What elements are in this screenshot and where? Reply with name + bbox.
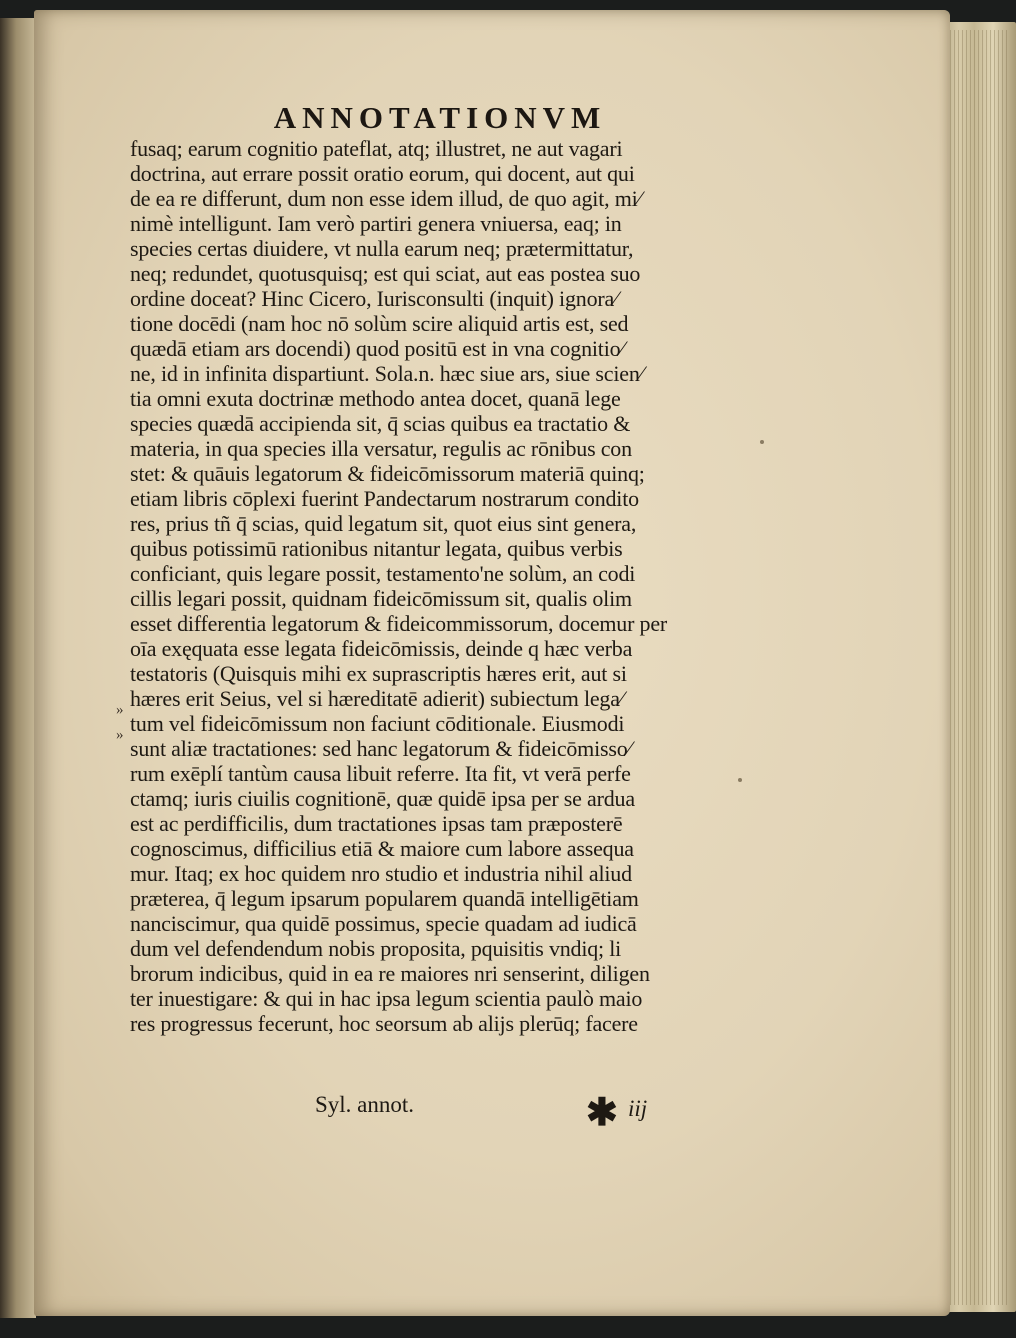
text-line: quædā etiam ars docendi) quod positū est in vna cognitio⁄	[130, 336, 624, 361]
signature-mark: Syl. annot.	[315, 1092, 415, 1117]
running-header: ANNOTATIONVM	[273, 100, 607, 135]
text-line: conficiant, quis legare possit, testamento'ne solùm, an codi	[130, 561, 636, 586]
text-line: species certas diuidere, vt nulla earum neq; prætermittatur,	[130, 236, 634, 261]
text-line: de ea re differunt, dum non esse idem illud, de quo agit, mi⁄	[130, 186, 641, 211]
previous-page-edge	[0, 18, 36, 1318]
text-line: fusaq; earum cognitio pateflat, atq; illustret, ne aut vagari	[130, 136, 623, 161]
text-line: hæres erit Seius, vel si hæreditatē adierit) subiectum lega⁄	[130, 686, 624, 711]
paper-speck	[760, 440, 764, 444]
text-line: res progressus fecerunt, hoc seorsum ab alijs plerūq; facere	[130, 1011, 638, 1036]
text-line: mur. Itaq; ex hoc quidem nro studio et industria nihil aliud	[130, 861, 632, 886]
text-line: species quædā accipienda sit, q̄ scias quibus ea tractatio &	[130, 411, 631, 436]
text-line: nimè intelligunt. Iam verò partiri genera vniuersa, eaq; in	[130, 211, 622, 236]
text-line: materia, in qua species illa versatur, regulis ac rōnibus con	[130, 436, 632, 461]
text-line: tia omni exuta doctrinæ methodo antea docet, quanā lege	[130, 386, 621, 411]
text-line: nanciscimur, qua quidē possimus, specie quadam ad iudicā	[130, 911, 637, 936]
margin-quote-mark: »	[116, 727, 124, 743]
body-text	[130, 136, 745, 1036]
text-line: præterea, q̄ legum ipsarum popularem quandā intelligētiam	[130, 886, 639, 911]
text-line: cillis legari possit, quidnam fideicōmissum sit, qualis olim	[130, 586, 632, 611]
text-line: sunt aliæ tractationes: sed hanc legatorum & fideicōmisso⁄	[130, 736, 632, 761]
asterisk-ornament: ✱	[586, 1092, 618, 1134]
page-number: iij	[628, 1096, 648, 1121]
text-line: tum vel fideicōmissum non faciunt cōditionale. Eiusmodi	[130, 711, 625, 736]
text-line: quibus potissimū rationibus nitantur legata, quibus verbis	[130, 536, 623, 561]
text-line: dum vel defendendum nobis proposita, pquisitis vndiq; li	[130, 936, 622, 961]
text-line: brorum indicibus, quid in ea re maiores nri senserint, diligen	[130, 961, 650, 986]
text-line: ordine doceat? Hinc Cicero, Iurisconsulti (inquit) ignora⁄	[130, 286, 618, 311]
text-line: oīa exęquata esse legata fideicōmissis, deinde q hæc verba	[130, 636, 633, 661]
text-line: rum exēplí tantùm causa libuit referre. Ita fit, vt verā perfe	[130, 761, 631, 786]
text-line: ne, id in infinita dispartiunt. Sola.n. hæc siue ars, siue scien⁄	[130, 361, 644, 386]
text-line: esset differentia legatorum & fideicommissorum, docemur per	[130, 611, 668, 636]
text-line: stet: & quāuis legatorum & fideicōmissorum materiā quinq;	[130, 461, 645, 486]
text-line: etiam libris cōplexi fuerint Pandectarum nostrarum condito	[130, 486, 639, 511]
text-line: cognoscimus, difficilius etiā & maiore cum labore assequa	[130, 836, 634, 861]
text-line: res, prius tñ q̄ scias, quid legatum sit, quot eius sint genera,	[130, 511, 637, 536]
paper-speck	[738, 778, 742, 782]
text-line: tione docēdi (nam hoc nō solùm scire aliquid artis est, sed	[130, 311, 629, 336]
text-line: est ac perdifficilis, dum tractationes ipsas tam præposterē	[130, 811, 623, 836]
page-stack-lines	[950, 30, 1008, 1305]
text-line: testatoris (Quisquis mihi ex suprascriptis hæres erit, aut si	[130, 661, 627, 686]
text-line: doctrina, aut errare possit oratio eorum, qui docent, aut qui	[130, 161, 635, 186]
text-line: ctamq; iuris ciuilis cognitionē, quæ quidē ipsa per se ardua	[130, 786, 635, 811]
text-line: neq; redundet, quotusquisq; est qui sciat, aut eas postea suo	[130, 261, 641, 286]
margin-quote-mark: »	[116, 702, 124, 718]
text-line: ter inuestigare: & qui in hac ipsa legum scientia paulò maio	[130, 986, 643, 1011]
